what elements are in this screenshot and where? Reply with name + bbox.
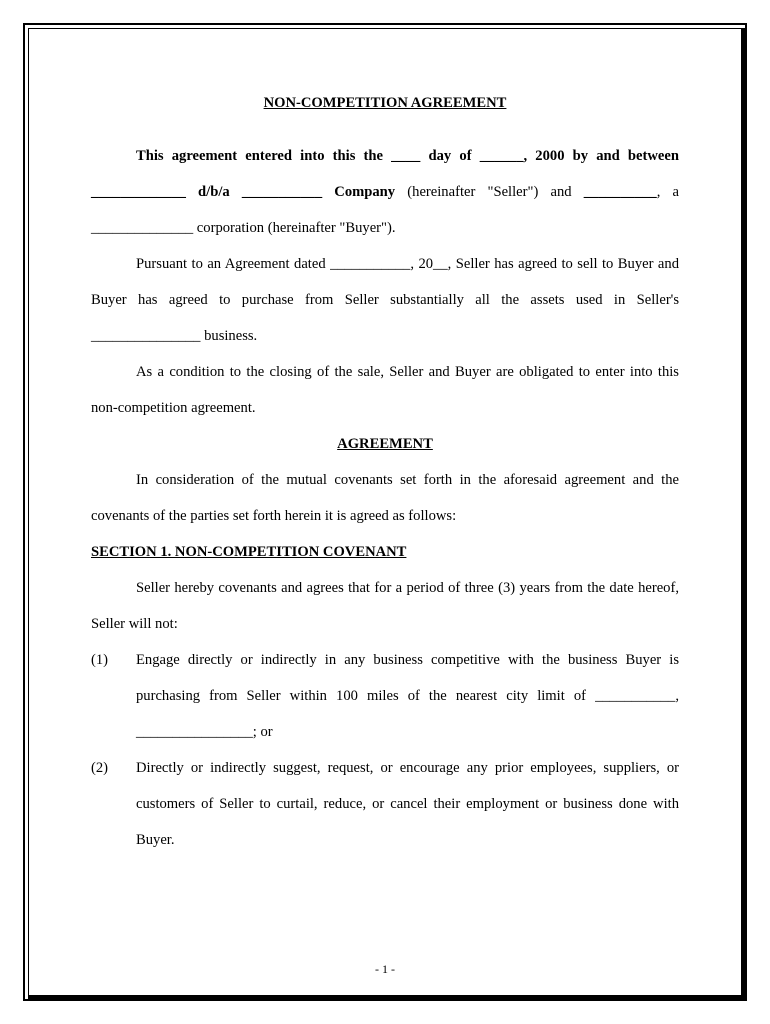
list-item-1-number: (1): [91, 652, 109, 668]
list-item-2: [91, 750, 679, 858]
intro-line-1: [91, 138, 679, 174]
list-item-1: [91, 642, 679, 750]
heading-agreement: AGREEMENT: [337, 436, 433, 452]
paragraph-seller-covenants: Seller hereby covenants and agrees that for a period of three (3) years from the date hereof, Seller will not:: [91, 580, 679, 632]
intro-company: Company: [334, 184, 396, 200]
list-item-2-text: Directly or indirectly suggest, request, or encourage any prior employees, suppliers, or customers of Seller to curtail, reduce, or cancel their employment or business done with Buyer.: [136, 760, 679, 848]
section-1-heading: SECTION 1. NON-COMPETITION COVENANT: [91, 544, 407, 560]
page-number: - 1 -: [375, 962, 395, 976]
intro-line-2: [91, 174, 679, 210]
intro-blank-1: _____________: [91, 184, 186, 200]
page-border-shadow-bottom: [28, 996, 746, 1000]
document-title: NON-COMPETITION AGREEMENT: [263, 95, 507, 111]
list-item-1-text: Engage directly or indirectly in any business competitive with the business Buyer is purchasing from Seller within 100 miles of the nearest city limit of ___________, ________________; or: [136, 652, 679, 740]
intro-comma-a: , a: [656, 184, 679, 200]
intro-blank-3: __________: [583, 184, 657, 200]
intro-line-1-text: This agreement entered into this the ____ day of ______, 2000 by and between: [136, 148, 679, 164]
intro-blank-2: ___________: [241, 184, 323, 200]
intro-line-3: ______________ corporation (hereinafter "Buyer").: [91, 220, 396, 236]
document-body: [91, 88, 679, 858]
intro-seller-text: (hereinafter "Seller") and: [407, 184, 572, 200]
intro-dba: d/b/a: [198, 184, 230, 200]
paragraph-consideration: In consideration of the mutual covenants set forth in the aforesaid agreement and the covenants of the parties set forth herein it is agreed as follows:: [91, 472, 679, 524]
paragraph-pursuant: Pursuant to an Agreement dated ___________, 20__, Seller has agreed to sell to Buyer and Buyer has agreed to purchase from Seller substantially all the assets used in Seller's _______________ business.: [91, 256, 679, 344]
page-border-shadow-right: [742, 28, 746, 1000]
list-item-2-number: (2): [91, 760, 109, 776]
paragraph-condition: As a condition to the closing of the sale, Seller and Buyer are obligated to enter into this non-competition agreement.: [91, 364, 679, 416]
